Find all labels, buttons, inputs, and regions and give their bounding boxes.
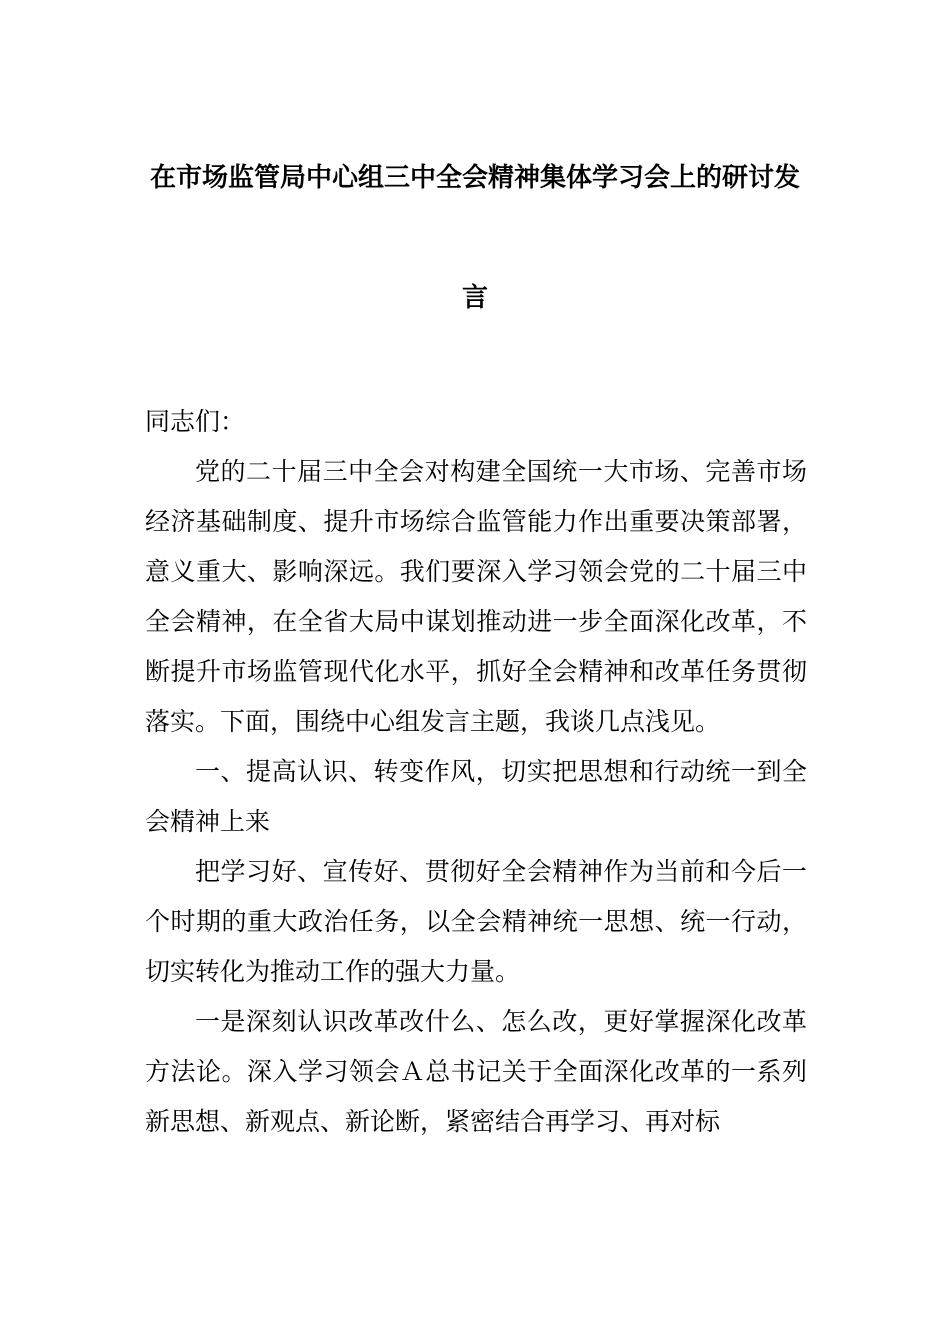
salutation: 同志们： xyxy=(145,407,246,436)
paragraph-point-1: 一是深刻认识改革改什么、怎么改，更好掌握深化改革方法论。深入学习领会Ａ总书记关于全面深化改革的一系列新思想、新观点、新论断，紧密结合再学习、再对标 xyxy=(145,1007,807,1136)
section-heading-1: 一、提高认识、转变作风，切实把思想和行动统一到全会精神上来 xyxy=(145,757,807,836)
document-title-line-1: 在市场监管局中心组三中全会精神集体学习会上的研讨发 xyxy=(149,163,800,193)
paragraph-section-1: 把学习好、宣传好、贯彻好全会精神作为当前和今后一个时期的重大政治任务，以全会精神统一思想、统一行动，切实转化为推动工作的强大力量。 xyxy=(145,857,807,986)
document-body xyxy=(145,447,807,1147)
document-title-line-2: 言 xyxy=(461,283,488,313)
paragraph-intro: 党的二十届三中全会对构建全国统一大市场、完善市场经济基础制度、提升市场综合监管能力作出重要决策部署，意义重大、影响深远。我们要深入学习领会党的二十届三中全会精神，在全省大局中谋划推动进一步全面深化改革，不断提升市场监管现代化水平，抓好全会精神和改革任务贯彻落实。下面，围绕中心组发言主题，我谈几点浅见。 xyxy=(145,457,807,736)
